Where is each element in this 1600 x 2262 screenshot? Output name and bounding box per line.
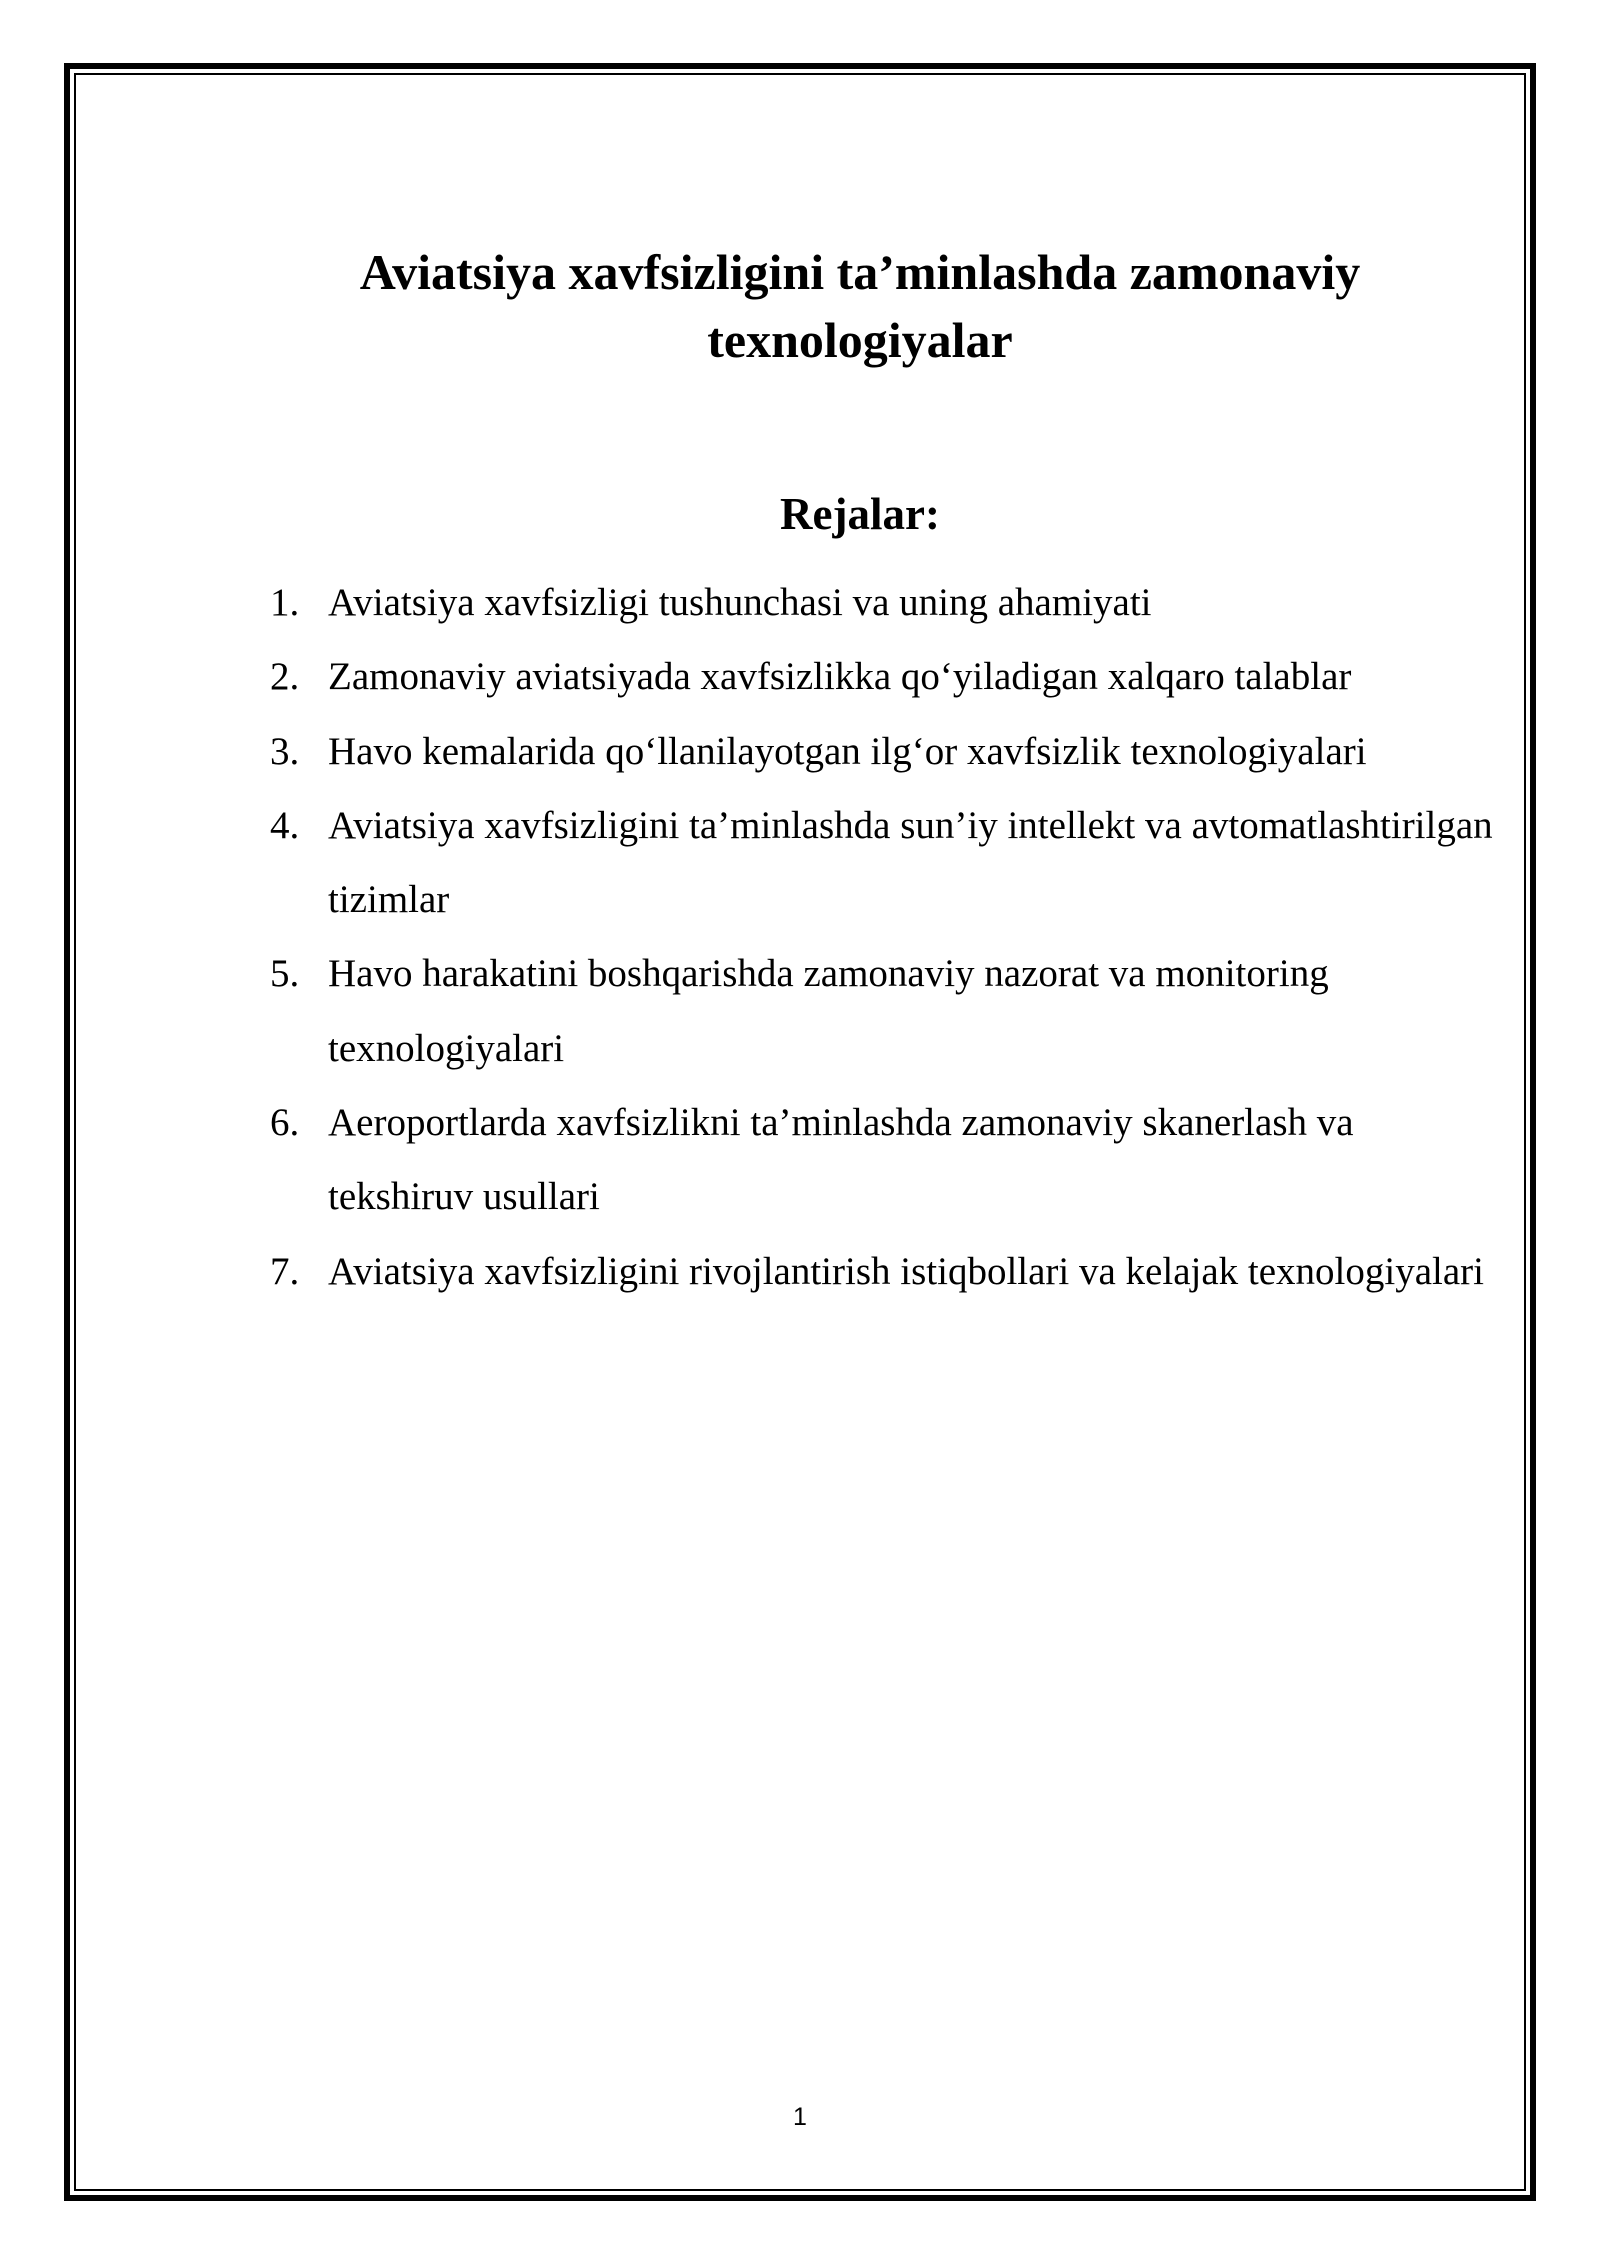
plan-item-text: Aviatsiya xavfsizligi tushunchasi va uning ahamiyati — [328, 581, 1152, 624]
plan-item — [270, 937, 1500, 1086]
plan-item — [270, 789, 1500, 938]
plan-item-number: 7. — [270, 1249, 300, 1293]
plan-item-text: Aviatsiya xavfsizligini rivojlantirish istiqbollari va kelajak texnologiyalari — [328, 1249, 1485, 1293]
plan-item — [270, 566, 1500, 640]
plan-item-text: Havo kemalarida qo‘llanilayotgan ilg‘or xavfsizlik texnologiyalari — [328, 729, 1367, 773]
plan-item-number: 4. — [270, 803, 300, 847]
plan-list — [270, 566, 1500, 1309]
plan-item-text: Havo harakatini boshqarishda zamonaviy nazorat va monitoring texnologiyalari — [328, 952, 1329, 1070]
plan-item-number: 1. — [270, 581, 300, 624]
plan-heading: Rejalar: — [780, 489, 940, 539]
plan-item — [270, 715, 1500, 789]
plan-item-text: Zamonaviy aviatsiyada xavfsizlikka qo‘yiladigan xalqaro talablar — [328, 655, 1352, 699]
plan-item — [270, 1086, 1500, 1235]
document-title: Aviatsiya xavfsizligini ta’minlashda zamonaviy texnologiyalar — [359, 244, 1361, 368]
plan-item-number: 6. — [270, 1101, 300, 1145]
plan-item — [270, 1235, 1500, 1309]
plan-item-number: 5. — [270, 952, 300, 996]
plan-item-number: 3. — [270, 729, 300, 773]
plan-item-text: Aeroportlarda xavfsizlikni ta’minlashda zamonaviy skanerlash va tekshiruv usullari — [328, 1101, 1354, 1219]
plan-item-text: Aviatsiya xavfsizligini ta’minlashda sun’iy intellekt va avtomatlashtirilgan tizimlar — [328, 803, 1493, 922]
page-number: 1 — [793, 2103, 807, 2131]
plan-item — [270, 640, 1500, 714]
plan-item-number: 2. — [270, 655, 300, 699]
